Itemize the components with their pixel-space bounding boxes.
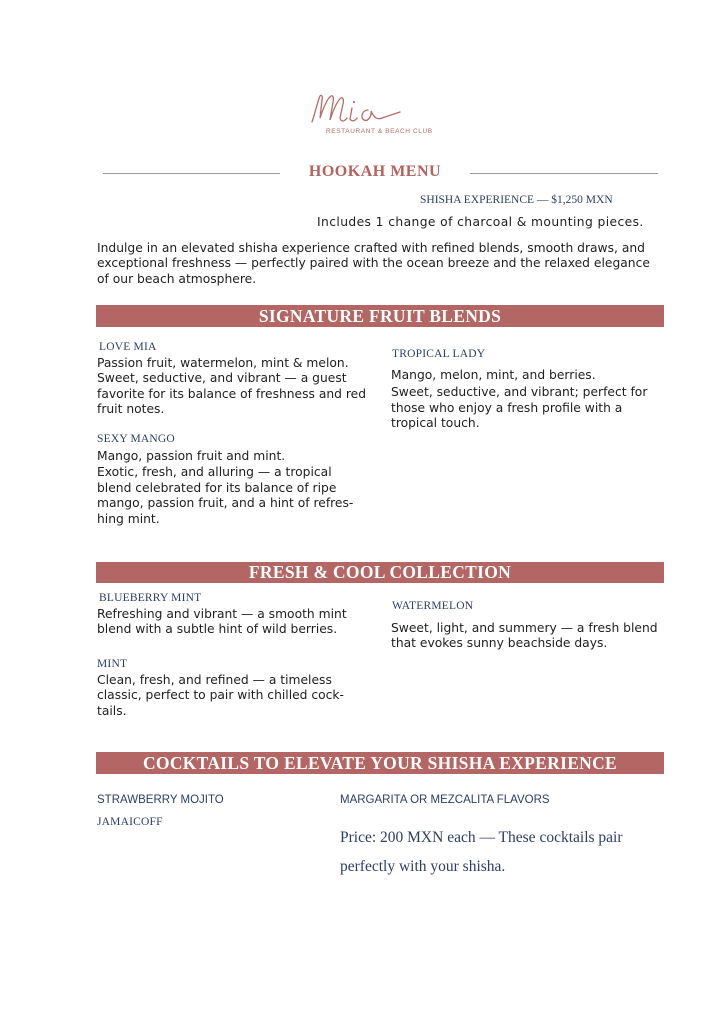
item-name-tropical-lady: TROPICAL LADY bbox=[392, 348, 486, 360]
item-name-watermelon: WATERMELON bbox=[392, 600, 474, 612]
page-title: HOOKAH MENU bbox=[308, 163, 442, 180]
title-rule-right bbox=[470, 173, 658, 174]
item-name-mint: MINT bbox=[97, 658, 128, 670]
tropical-lady-desc: Sweet, seductive, and vibrant; perfect for those who enjoy a fresh profile with a tropical touch. bbox=[391, 385, 648, 431]
cocktail-price-note bbox=[340, 823, 623, 881]
cocktail-price-line-2: perfectly with your shisha. bbox=[340, 858, 506, 875]
cocktail-jamaicoff: JAMAICOFF bbox=[97, 816, 163, 828]
item-name-sexy-mango: SEXY MANGO bbox=[97, 433, 175, 445]
cocktail-margarita-mezcalita: MARGARITA OR MEZCALITA FLAVORS bbox=[340, 794, 550, 806]
brand-logo bbox=[300, 88, 440, 144]
section-header-fresh: FRESH & COOL COLLECTION bbox=[96, 562, 664, 583]
sexy-mango-description bbox=[97, 449, 369, 527]
mint-desc: Clean, fresh, and refined — a timeless classic, perfect to pair with chilled cock-tails. bbox=[97, 673, 344, 718]
title-rule-left bbox=[103, 173, 280, 174]
love-mia-flavors: Passion fruit, watermelon, mint & melon. bbox=[97, 356, 349, 370]
love-mia-desc: Sweet, seductive, and vibrant — a guest favorite for its balance of freshness and red fruit notes. bbox=[97, 371, 367, 417]
logo-script-mark bbox=[300, 88, 440, 130]
blueberry-mint-desc: Refreshing and vibrant — a smooth mint blend with a subtle hint of wild berries. bbox=[97, 607, 347, 637]
love-mia-description bbox=[97, 356, 369, 418]
tropical-lady-flavors: Mango, melon, mint, and berries. bbox=[391, 368, 596, 382]
logo-subtitle: RESTAURANT & BEACH CLUB bbox=[326, 128, 433, 135]
shisha-experience-price: SHISHA EXPERIENCE — $1,250 MXN bbox=[420, 194, 613, 206]
item-name-love-mia: LOVE MIA bbox=[99, 341, 157, 353]
item-name-blueberry-mint: BLUEBERRY MINT bbox=[99, 592, 202, 604]
sexy-mango-flavors: Mango, passion fruit and mint. bbox=[97, 449, 286, 463]
tropical-lady-description bbox=[391, 368, 659, 432]
section-header-cocktails: COCKTAILS TO ELEVATE YOUR SHISHA EXPERIENCE bbox=[96, 752, 664, 774]
watermelon-desc: Sweet, light, and summery — a fresh blend that evokes sunny beachside days. bbox=[391, 621, 658, 651]
intro-paragraph: Indulge in an elevated shisha experience crafted with refined blends, smooth draws, and exceptional freshness — perfectly paired with the ocean breeze and the relaxed elegance of our beach atmosphere. bbox=[97, 241, 650, 286]
section-header-signature: SIGNATURE FRUIT BLENDS bbox=[96, 305, 664, 327]
includes-note: Includes 1 change of charcoal & mounting pieces. bbox=[317, 215, 644, 229]
cocktail-price-line-1: Price: 200 MXN each — These cocktails pair bbox=[340, 829, 623, 846]
cocktail-strawberry-mojito: STRAWBERRY MOJITO bbox=[97, 794, 224, 806]
sexy-mango-desc: Exotic, fresh, and alluring — a tropical blend celebrated for its balance of ripe mango, passion fruit, and a hint of refres-hing mint. bbox=[97, 465, 354, 526]
